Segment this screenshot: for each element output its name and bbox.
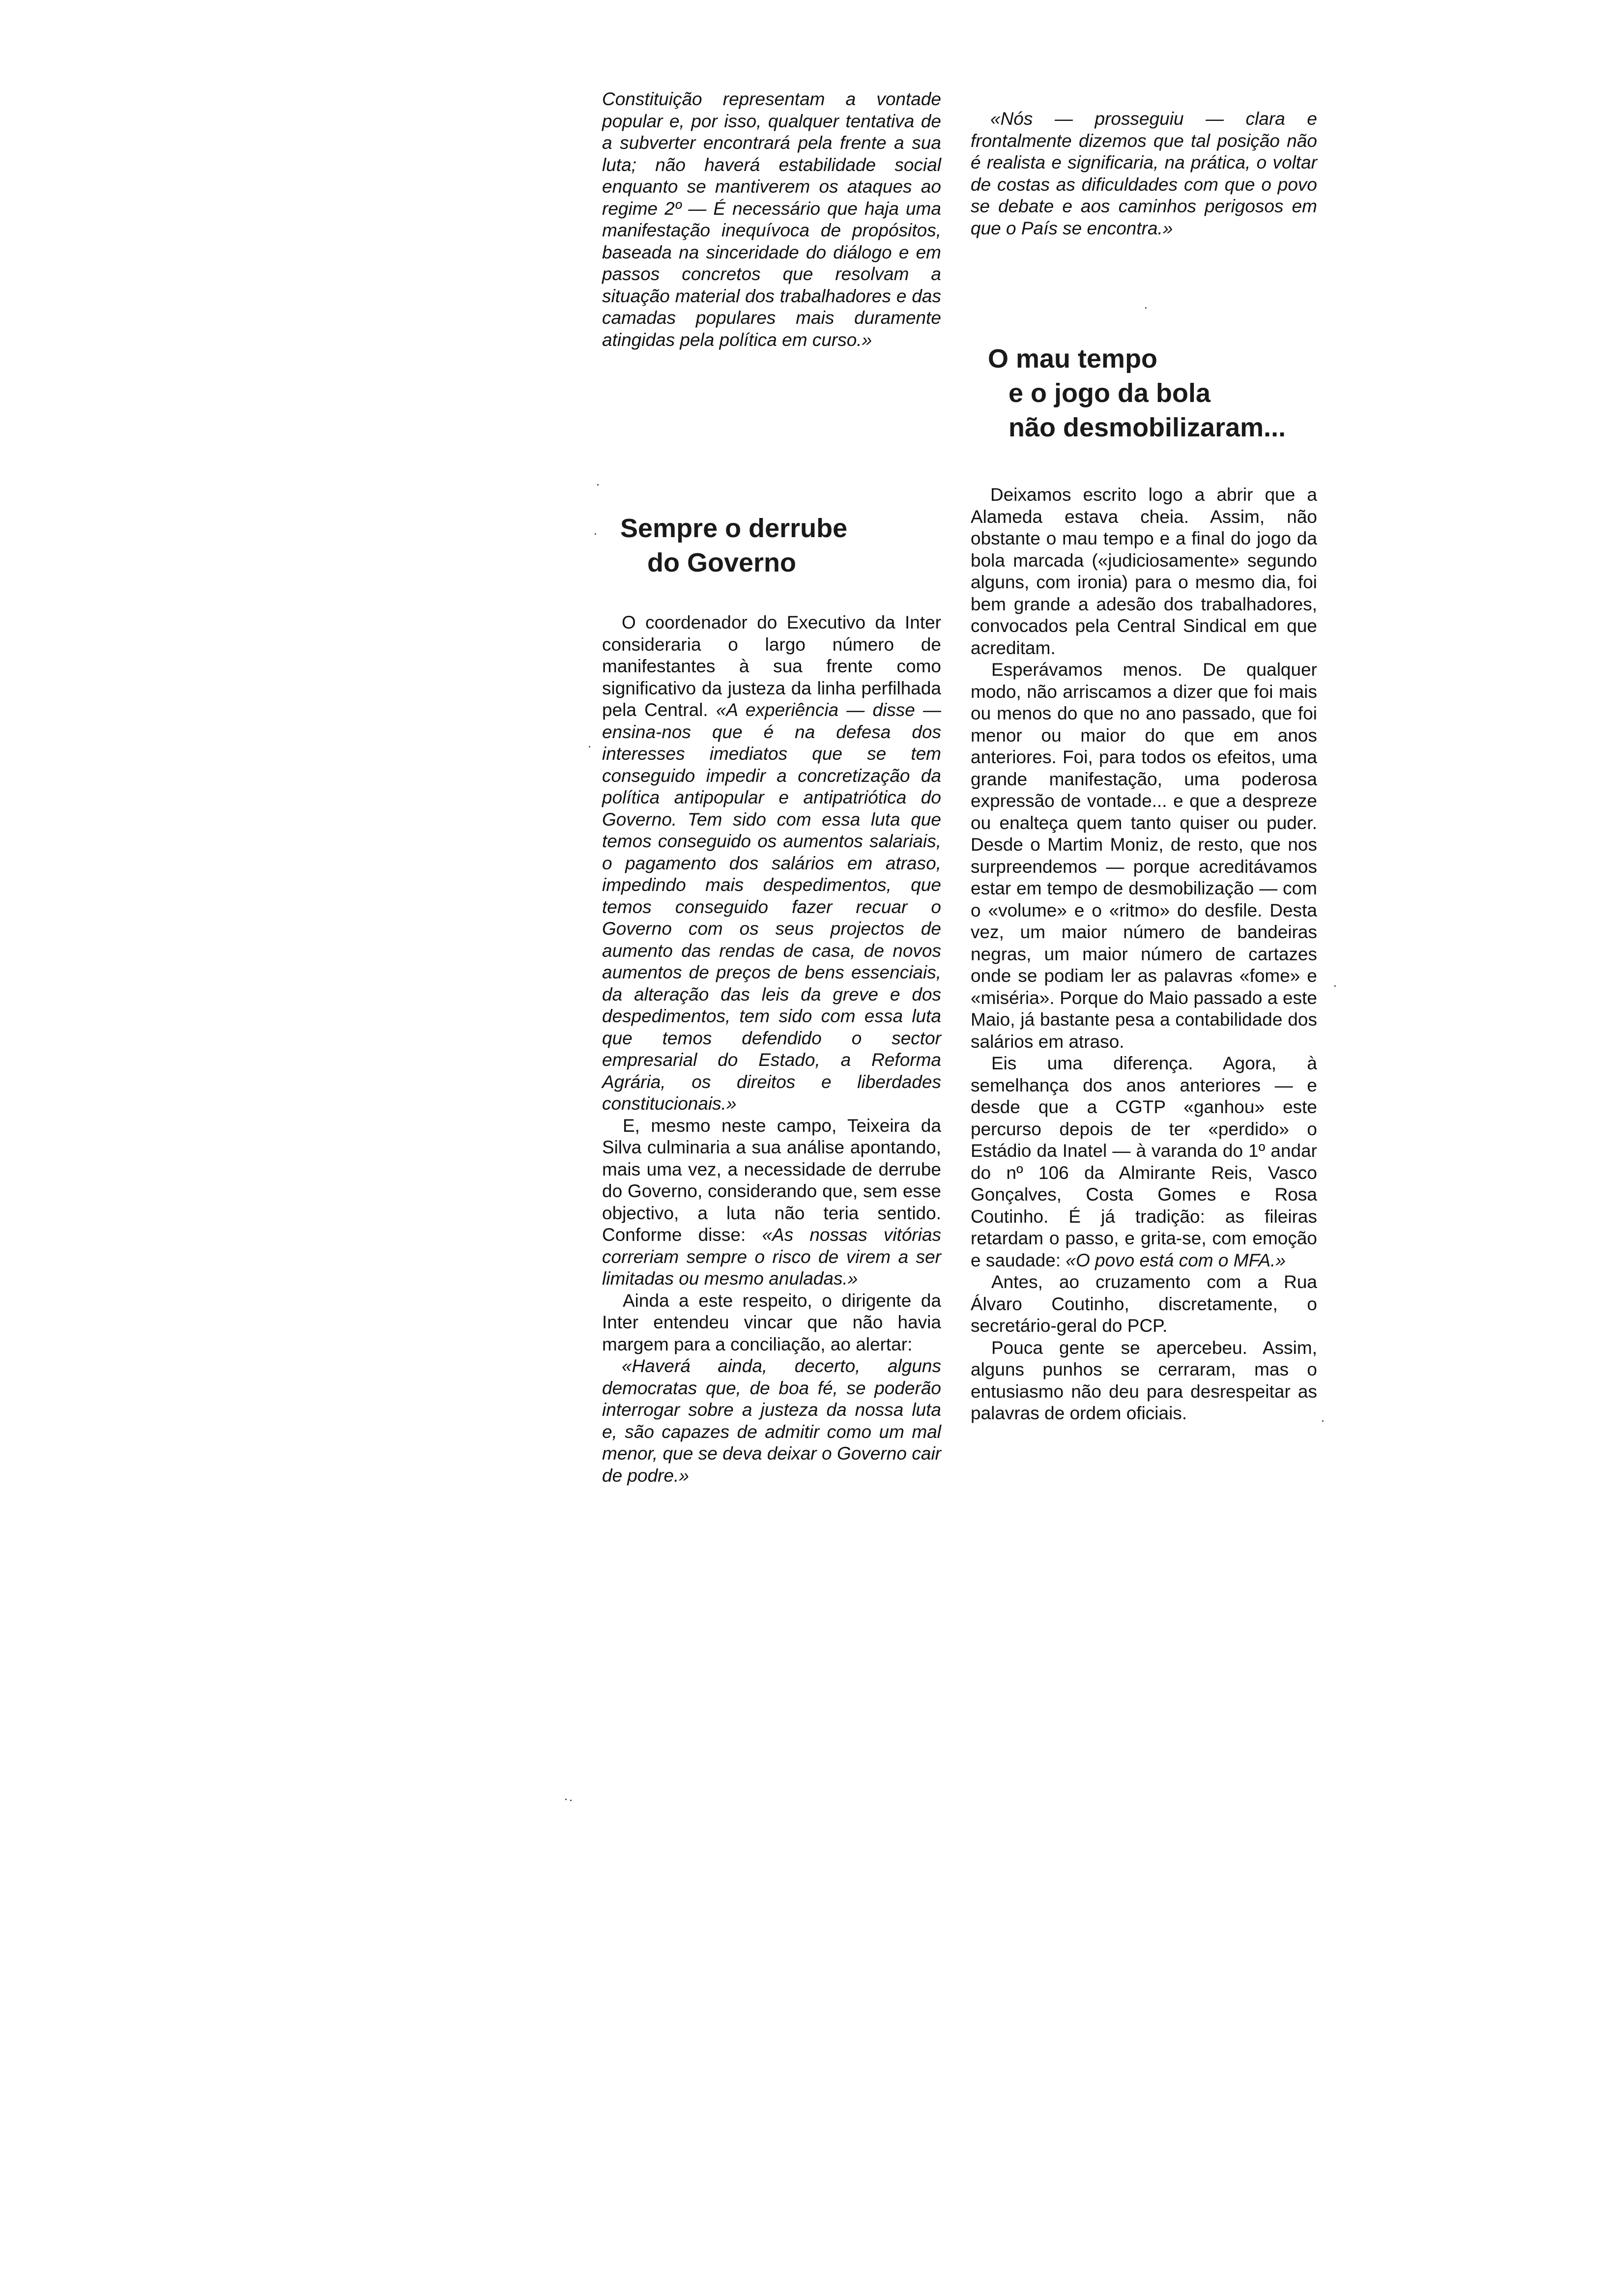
headline-mau-line3: não desmobilizaram... [1008, 413, 1286, 442]
scan-speck [597, 484, 599, 486]
headline-mau-line1: O mau tempo [988, 344, 1158, 373]
left-p3-quote: «Haverá ainda, decerto, alguns democratas que, de boa fé, se poderão interrogar sobre a justeza da nossa luta e, são capazes de admitir como um mal menor, que se deva deixar o Governo cair de podre.» [602, 1356, 941, 1486]
left-intro-quote: Constituição representam a vontade popular e, por isso, qualquer tentativa de a subverter encontrará pela frente a sua luta; não haverá estabilidade social enquanto se mantiverem os ataques ao regime 2º — É necessário que haja uma manifestação inequívoca de propósitos, baseada na sinceridade do diálogo e em passos concretos que resolvam a situação material dos trabalhadores e das camadas populares mais duramente atingidas pela política em curso.» [602, 89, 941, 350]
right-paragraph-1: Deixamos escrito logo a abrir que a Alameda estava cheia. Assim, não obstante o mau tempo e a final do jogo da bola marcada («judiciosamente» segundo alguns, com ironia) para o mesmo dia, foi bem grande a adesão dos trabalhadores, convocados pela Central Sindical em que acreditam. [971, 485, 1317, 658]
right-paragraph-2: Esperávamos menos. De qualquer modo, não arriscamos a dizer que foi mais ou menos do que no ano passado, que foi menor ou maior do que em anos anteriores. Foi, para todos os efeitos, uma grande manifestação, uma poderosa expressão de vontade... e que a despreze ou enalteça quem tanto quiser ou puder. Desde o Martim Moniz, de resto, que nos surpreendemos — porque acreditávamos estar em tempo de desmobilização — com o «volume» e o «ritmo» do desfile. Desta vez, um maior número de bandeiras negras, um maior número de cartazes onde se podiam ler as palavras «fome» e «miséria». Porque do Maio passado a este Maio, já bastante pesa a contabilidade dos salários em atraso. [971, 660, 1317, 1052]
right-paragraph-5: Pouca gente se apercebeu. Assim, alguns punhos se cerraram, mas o entusiasmo não deu para desrespeitar as palavras de ordem oficiais. [971, 1337, 1317, 1423]
scan-speck [570, 1800, 572, 1801]
scan-speck [1145, 307, 1147, 309]
scan-speck [595, 533, 596, 535]
left-body-block [602, 612, 941, 1487]
headline-mau-tempo [988, 342, 1302, 445]
scan-speck [1322, 1420, 1324, 1422]
right-intro-block [971, 108, 1317, 239]
scan-speck [565, 1799, 567, 1800]
left-paragraph-3 [602, 1290, 941, 1356]
left-p1-quote: «A experiência — disse — ensina-nos que é na defesa dos interesses imediatos que se tem conseguido impedir a concretização da política antipopular e antipatriótica do Governo. Tem sido com essa luta que temos conseguido os aumentos salariais, o pagamento dos salários em atraso, impedindo mais despedimentos, que temos conseguido fazer recuar o Governo com os seus projectos de aumento das rendas de casa, de novos aumentos de preços de bens essenciais, da alteração das leis da greve e dos despedimentos, tem sido com essa luta que temos defendido o sector empresarial do Estado, a Reforma Agrária, os direitos e liberdades constitucionais.» [602, 700, 942, 1114]
headline-sempre-line1: Sempre o derrube [620, 514, 848, 543]
right-p3-quote: «O povo está com o MFA.» [1065, 1250, 1286, 1270]
scan-speck [589, 746, 590, 747]
left-p1-text: O coordenador do Executivo da Inter consideraria o largo número de manifestantes à sua frente como significativo da justeza da linha perfilhada pela Central. [602, 612, 941, 720]
left-p2-quote: «As nossas vitórias correriam sempre o risco de virem a ser limitadas ou mesmo anuladas.» [602, 1225, 942, 1289]
headline-sempre-derrube [620, 511, 915, 580]
left-p3-text: Ainda a este respeito, o dirigente da Inter entendeu vincar que não havia margem para a conciliação, ao alertar: [602, 1290, 941, 1354]
left-paragraph-1 [602, 612, 941, 1115]
left-p2-text: E, mesmo neste campo, Teixeira da Silva culminaria a sua análise apontando, mais uma vez, a necessidade de derrube do Governo, considerando que, sem esse objectivo, a luta não teria sentido. Conforme disse: [602, 1115, 941, 1245]
scan-speck [1334, 985, 1336, 987]
headline-mau-line2: e o jogo da bola [1008, 378, 1211, 408]
right-p3-text: Eis uma diferença. Agora, à semelhança dos anos anteriores — e desde que a CGTP «ganhou» este percurso depois de ter «perdido» o Estádio da Inatel — à varanda do 1º andar do nº 106 da Almirante Reis, Vasco Gonçalves, Costa Gomes e Rosa Coutinho. É já tradição: as fileiras retardam o passo, e grita-se, com emoção e saudade: [971, 1053, 1317, 1270]
left-intro-block [602, 88, 941, 351]
right-paragraph-4: Antes, ao cruzamento com a Rua Álvaro Coutinho, discretamente, o secretário-geral do PCP. [971, 1272, 1317, 1336]
right-intro-quote: «Nós — prosseguiu — clara e frontalmente dizemos que tal posição não é realista e significaria, na prática, o voltar de costas as dificuldades com que o povo se debate e aos caminhos perigosos em que o País se encontra.» [971, 109, 1317, 238]
left-paragraph-2 [602, 1115, 941, 1290]
headline-sempre-line2: do Governo [647, 548, 797, 577]
right-paragraph-3 [971, 1053, 1317, 1271]
right-body-block [971, 484, 1317, 1425]
